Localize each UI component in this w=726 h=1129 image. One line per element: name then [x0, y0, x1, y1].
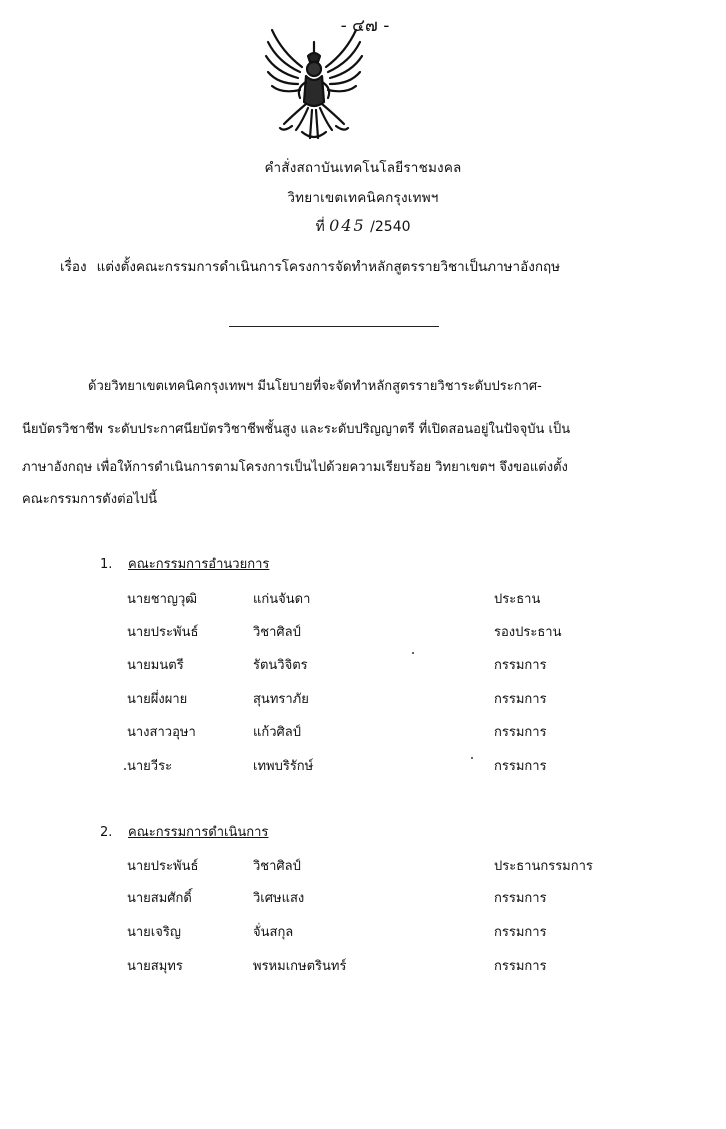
member-name: นายวีระ [127, 759, 173, 774]
committee-title: คณะกรรมการอำนวยการ [128, 557, 270, 572]
member-role: กรรมการ [494, 658, 547, 673]
order-year: /2540 [370, 219, 411, 235]
body-line-3: ภาษาอังกฤษ เพื่อให้การดำเนินการตามโครงการเป็นไปด้วยความเรียบร้อย วิทยาเขตฯ จึงขอแต่งตั้ง [22, 460, 568, 475]
committee-2-member [0, 955, 726, 977]
subject-line [60, 255, 700, 277]
member-name: นายสมุทร [127, 959, 183, 974]
member-role: ประธาน [494, 592, 541, 607]
member-surname: แก่นจันดา [253, 592, 311, 607]
scan-speck [471, 757, 473, 759]
member-role: กรรมการ [494, 725, 547, 740]
member-surname: เทพบริรักษ์ [253, 759, 314, 774]
title-divider [229, 326, 439, 327]
committee-title: คณะกรรมการดำเนินการ [128, 825, 269, 840]
member-surname: แก้วศิลป์ [253, 725, 302, 740]
member-role: รองประธาน [494, 625, 562, 640]
member-role: กรรมการ [494, 925, 547, 940]
member-surname: พรหมเกษตรินทร์ [253, 959, 347, 974]
member-role: กรรมการ [494, 891, 547, 906]
committee-1-member [0, 721, 726, 743]
member-surname: วิเศษแสง [253, 891, 305, 906]
member-name: นายมนตรี [127, 658, 184, 673]
member-surname: วิชาศิลป์ [253, 859, 301, 874]
body-line-1: ด้วยวิทยาเขตเทคนิคกรุงเทพฯ มีนโยบายที่จะจัดทำหลักสูตรรายวิชาระดับประกาศ- [88, 379, 542, 394]
order-number-line [0, 216, 726, 238]
scan-speck [412, 652, 414, 654]
committee-number: 1. [100, 557, 113, 572]
subject-text: แต่งตั้งคณะกรรมการดำเนินการโครงการจัดทำหลักสูตรรายวิชาเป็นภาษาอังกฤษ [96, 259, 561, 275]
body-line-2: นียบัตรวิชาชีพ ระดับประกาศนียบัตรวิชาชีพชั้นสูง และระดับปริญญาตรี ที่เปิดสอนอยู่ในปัจจุบัน เป็น [22, 422, 571, 437]
committee-1-member [0, 588, 726, 610]
member-role: กรรมการ [494, 759, 547, 774]
committee-2-member [0, 887, 726, 909]
order-prefix: ที่ [315, 219, 325, 235]
order-number-handwritten: 045 [329, 216, 366, 235]
member-name: นายชาญวุฒิ [127, 592, 198, 607]
committee-1-heading [100, 553, 269, 574]
committee-2-heading [100, 821, 268, 842]
member-name: นายเจริญ [127, 925, 181, 940]
subject-label: เรื่อง [60, 259, 87, 275]
member-name: นายผึ่งผาย [127, 692, 188, 707]
committee-1-member [0, 688, 726, 710]
committee-2-member [0, 921, 726, 943]
member-role: กรรมการ [494, 692, 547, 707]
member-surname: วิชาศิลป์ [253, 625, 301, 640]
member-surname: จั่นสกุล [253, 925, 294, 940]
member-name: นายสมศักดิ์ [127, 891, 192, 906]
scan-speck [124, 768, 126, 770]
issuing-campus: วิทยาเขตเทคนิคกรุงเทพฯ [287, 190, 439, 206]
member-role: กรรมการ [494, 959, 547, 974]
member-name: นางสาวอุษา [127, 725, 196, 740]
committee-1-member [0, 654, 726, 676]
member-surname: สุนทราภัย [253, 692, 309, 707]
page-number: - ๔๗ - [340, 16, 390, 36]
body-line-4: คณะกรรมการดังต่อไปนี้ [22, 492, 158, 507]
garuda-emblem-icon [262, 12, 366, 147]
committee-2-member [0, 855, 726, 877]
member-name: นายประพันธ์ [127, 625, 199, 640]
member-surname: รัตนวิจิตร [253, 658, 308, 673]
committee-1-member [0, 755, 726, 777]
issuing-institute: คำสั่งสถาบันเทคโนโลยีราชมงคล [264, 160, 462, 176]
member-name: นายประพันธ์ [127, 859, 199, 874]
member-role: ประธานกรรมการ [494, 859, 593, 874]
committee-1-member [0, 621, 726, 643]
committee-number: 2. [100, 825, 113, 840]
